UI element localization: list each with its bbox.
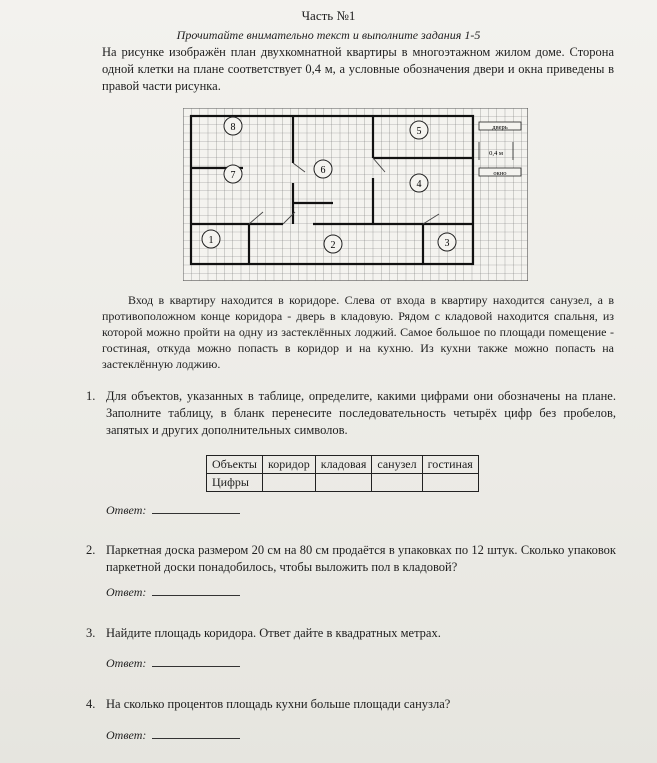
question-1 [86,388,616,439]
table-header-cell: кладовая [315,456,372,474]
question-text: Паркетная доска размером 20 см на 80 см продаётся в упаковках по 12 штук. Сколько упаковок паркетной доски понадобилось, чтобы выложить пол в кладовой? [106,543,616,574]
description-paragraph: Вход в квартиру находится в коридоре. Слева от входа в квартиру находится санузел, а в противоположном конце коридора - дверь в кладовую. Рядом с кладовой находится спальня, из которой можно пройти на одну из застеклённых лоджий. Самое большое по площади помещение - гостиная, откуда можно попасть в коридор и на кухню. Из кухни также можно попасть на застеклённую лоджию. [102,293,614,371]
question-text: На сколько процентов площадь кухни больше площади санузла? [106,697,451,711]
question-number: 4. [86,697,96,711]
table-header-cell: гостиная [422,456,478,474]
answer-line-2[interactable]: Ответ: [106,585,240,600]
legend-scale: 0,4 м [489,150,503,157]
legend-window: окно [493,170,507,177]
room-label-6: 6 [320,165,326,176]
question-text: Для объектов, указанных в таблице, определите, какими цифрами они обозначены на плане. Заполните таблицу, в бланк перенесите последовательность четырёх цифр без пробелов, запятых и других дополнительных символов. [106,389,616,437]
answer-cell[interactable] [315,474,372,492]
answer-line-4[interactable]: Ответ: [106,728,240,743]
question-number: 1. [86,389,96,403]
table-header-cell: коридор [262,456,315,474]
question-number: 2. [86,543,96,557]
room-label-7: 7 [230,170,236,181]
table-row-label: Цифры [207,474,263,492]
question-text: Найдите площадь коридора. Ответ дайте в квадратных метрах. [106,626,441,640]
legend-door: дверь [492,124,508,131]
question-number: 3. [86,626,96,640]
question-3 [86,625,616,642]
room-label-5: 5 [416,126,422,137]
answer-cell[interactable] [422,474,478,492]
answer-line-3[interactable]: Ответ: [106,656,240,671]
question-2 [86,542,616,576]
room-label-1: 1 [208,235,214,246]
answer-table [206,455,479,492]
room-label-3: 3 [444,238,450,249]
floor-plan [183,108,528,281]
answer-cell[interactable] [262,474,315,492]
question-4 [86,696,616,713]
room-label-8: 8 [230,122,236,133]
answer-line-1[interactable]: Ответ: [106,503,240,518]
room-label-2: 2 [330,240,336,251]
table-header-cell: Объекты [207,456,263,474]
table-header-cell: санузел [372,456,422,474]
part-heading: Часть №1 [301,8,356,23]
instruction: Прочитайте внимательно текст и выполните задания 1-5 [176,28,481,42]
answer-cell[interactable] [372,474,422,492]
room-label-4: 4 [416,179,422,190]
intro-paragraph: На рисунке изображён план двухкомнатной квартиры в многоэтажном жилом доме. Сторона одной клетки на плане соответствует 0,4 м, а условные обозначения двери и окна приведены в правой части рисунка. [102,45,614,93]
